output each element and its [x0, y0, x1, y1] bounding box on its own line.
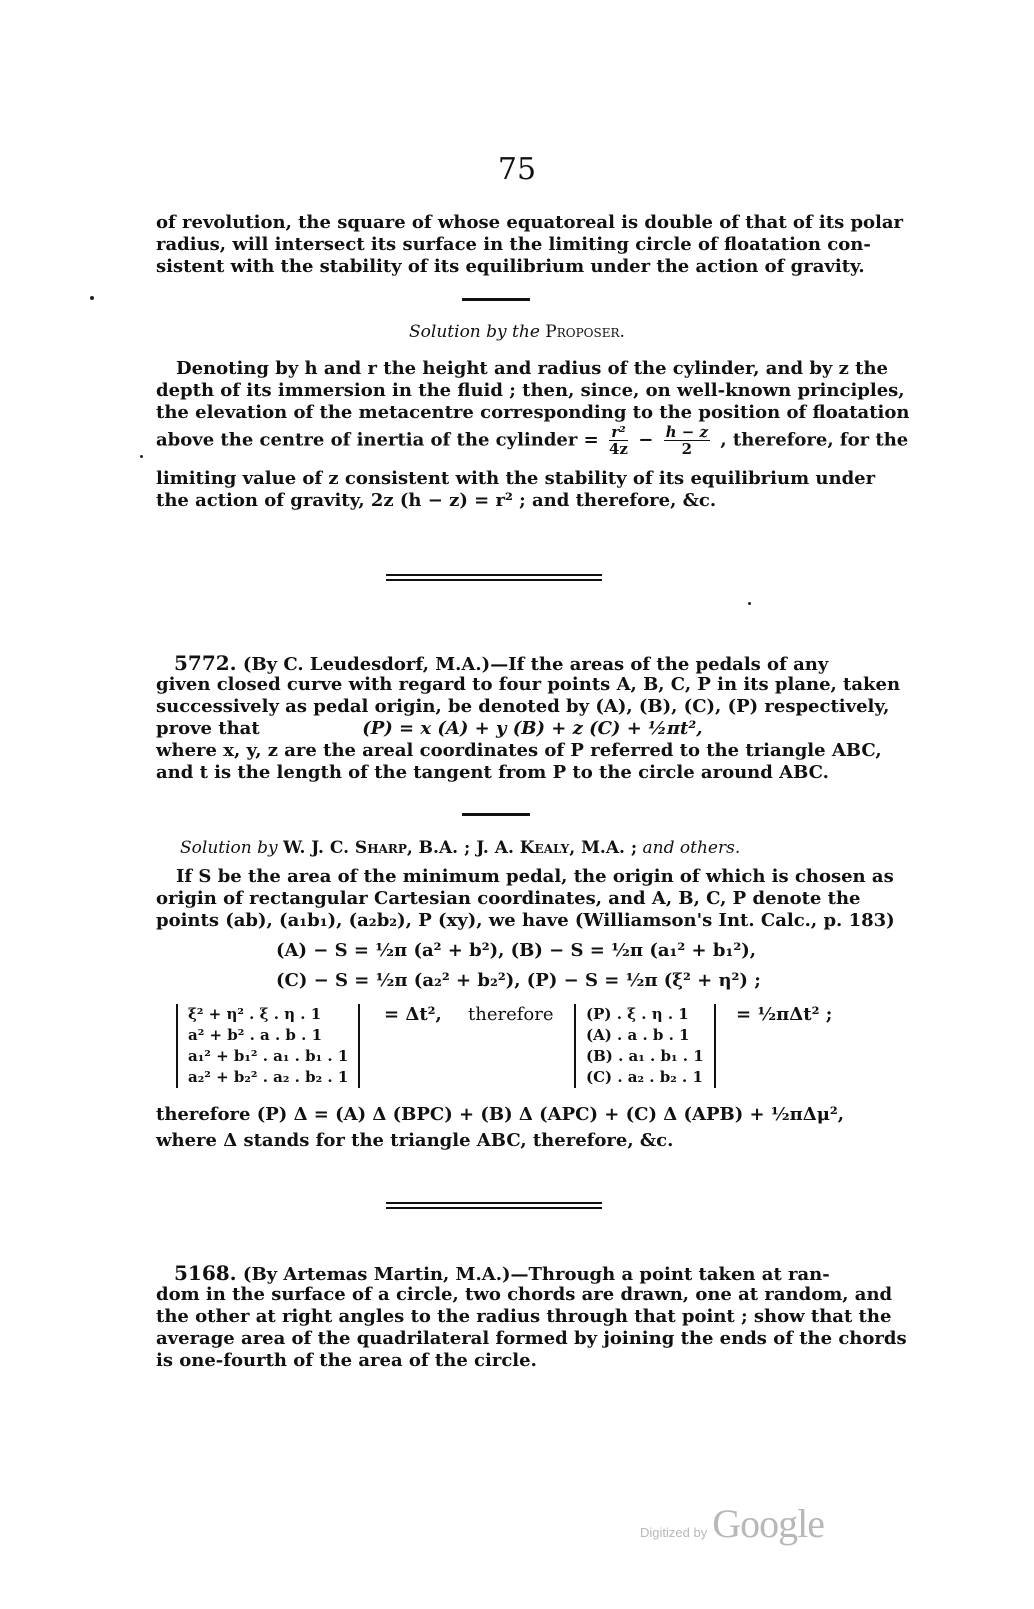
heading-prefix: Solution by the — [409, 322, 540, 342]
determinant-row: (A) . a . b . 1 — [586, 1026, 690, 1044]
determinant-row: (P) . ξ . η . 1 — [586, 1005, 689, 1023]
equation-line: (C) − S = ½π (a₂² + b₂²), (P) − S = ½π (ξ² + η²) ; — [276, 970, 761, 991]
determinant-left — [176, 1004, 360, 1088]
minus-sign: − — [638, 429, 654, 451]
text-line: —Through a point taken at ran- — [510, 1264, 830, 1285]
text-line: therefore (P) Δ = (A) Δ (BPC) + (B) Δ (APC) + (C) Δ (APB) + ½πΔμ², — [156, 1104, 845, 1125]
text-line: points (ab), (a₁b₁), (a₂b₂), P (xy), we have (Williamson's Int. Calc., p. 183) — [156, 910, 895, 931]
digitized-label: Digitized by — [640, 1525, 708, 1540]
solution-paragraph-end — [156, 468, 876, 512]
heading-names: W. J. C. Sharp, B.A. ; J. A. Kealy, M.A. ; — [283, 838, 638, 858]
text-line: successively as pedal origin, be denoted by (A), (B), (C), (P) respectively, — [156, 696, 890, 717]
text-line: origin of rectangular Cartesian coordinates, and A, B, C, P denote the — [156, 888, 861, 909]
text-line: Denoting by h and r the height and radius of the cylinder, and by z the — [176, 358, 888, 379]
fraction-line — [156, 423, 909, 458]
print-speck — [90, 296, 94, 300]
text-line: is one-fourth of the area of the circle. — [156, 1350, 537, 1371]
determinant-row: a² + b² . a . b . 1 — [188, 1026, 323, 1044]
text-line: given closed curve with regard to four points A, B, C, P in its plane, taken — [156, 674, 901, 695]
solution-heading — [180, 838, 740, 858]
question-number: 5772. — [174, 651, 237, 675]
determinant-row: ξ² + η² . ξ . η . 1 — [188, 1005, 322, 1023]
determinant-right — [574, 1004, 716, 1088]
question-author: (By C. Leudesdorf, M.A.) — [242, 654, 491, 675]
text-line: average area of the quadrilateral formed by joining the ends of the chords — [156, 1328, 907, 1349]
double-rule — [386, 574, 602, 581]
solution-heading — [0, 322, 1034, 342]
text-line: , therefore, for the — [720, 429, 909, 451]
text-line: where Δ stands for the triangle ABC, therefore, &c. — [156, 1130, 674, 1151]
double-rule — [386, 1202, 602, 1209]
text-line: sistent with the stability of its equilibrium under the action of gravity. — [156, 256, 865, 277]
formula: (P) = x (A) + y (B) + z (C) + ½πt², — [362, 718, 703, 739]
text-line: of revolution, the square of whose equatoreal is double of that of its polar — [156, 212, 904, 233]
text-line: —If the areas of the pedals of any — [490, 654, 829, 675]
solution-paragraph — [156, 358, 910, 424]
determinant-row: a₂² + b₂² . a₂ . b₂ . 1 — [188, 1068, 349, 1086]
section-rule — [462, 298, 530, 301]
determinant-result: = Δt², — [384, 1004, 442, 1025]
fraction — [664, 424, 710, 457]
determinant-row: (B) . a₁ . b₁ . 1 — [586, 1047, 704, 1065]
digitized-by-google-watermark — [640, 1500, 824, 1547]
formula-line — [156, 718, 868, 740]
text-line: radius, will intersect its surface in the limiting circle of floatation con- — [156, 234, 871, 255]
numerator: h − z — [665, 423, 709, 441]
question-number: 5168. — [174, 1261, 237, 1285]
text-line: the action of gravity, 2z (h − z) = r² ; and therefore, &c. — [156, 490, 717, 511]
question-first-line — [156, 652, 868, 674]
heading-suffix: and others. — [642, 838, 741, 858]
therefore-text: therefore — [468, 1004, 554, 1025]
question-first-line — [156, 1262, 868, 1284]
text-line: If S be the area of the minimum pedal, the origin of which is chosen as — [176, 866, 894, 887]
google-logo: Google — [712, 1501, 825, 1546]
fraction — [609, 424, 628, 457]
question-author: (By Artemas Martin, M.A.) — [242, 1264, 511, 1285]
text-line: depth of its immersion in the fluid ; then, since, on well-known principles, — [156, 380, 905, 401]
prove-that: prove that — [156, 718, 260, 739]
text-line: the other at right angles to the radius through that point ; show that the — [156, 1306, 892, 1327]
numerator: r² — [609, 424, 628, 441]
heading-prefix: Solution by — [180, 838, 278, 858]
text-line: dom in the surface of a circle, two chords are drawn, one at random, and — [156, 1284, 893, 1305]
text-line: above the centre of inertia of the cylinder = — [156, 429, 599, 451]
question-5772 — [156, 651, 901, 784]
determinant-row: a₁² + b₁² . a₁ . b₁ . 1 — [188, 1047, 349, 1065]
heading-name: Proposer. — [545, 322, 625, 342]
text-line: the elevation of the metacentre corresponding to the position of floatation — [156, 402, 910, 423]
determinant-result: = ½πΔt² ; — [736, 1004, 833, 1025]
continuation-paragraph — [156, 212, 904, 278]
text-line: where x, y, z are the areal coordinates of P referred to the triangle ABC, — [156, 740, 882, 761]
print-speck — [140, 455, 143, 458]
equation-line: (A) − S = ½π (a² + b²), (B) − S = ½π (a₁² + b₁²), — [276, 940, 757, 961]
determinant-row: (C) . a₂ . b₂ . 1 — [586, 1068, 703, 1086]
text-line: limiting value of z consistent with the stability of its equilibrium under — [156, 468, 876, 489]
denominator: 2 — [681, 440, 693, 458]
solution-paragraph — [156, 866, 895, 932]
page-number: 75 — [497, 152, 537, 187]
text-line: and t is the length of the tangent from P to the circle around ABC. — [156, 762, 829, 783]
section-rule — [462, 813, 530, 816]
solution-conclusion — [156, 1104, 868, 1152]
denominator: 4z — [609, 440, 628, 458]
print-speck — [748, 602, 751, 605]
question-5168 — [156, 1261, 907, 1372]
